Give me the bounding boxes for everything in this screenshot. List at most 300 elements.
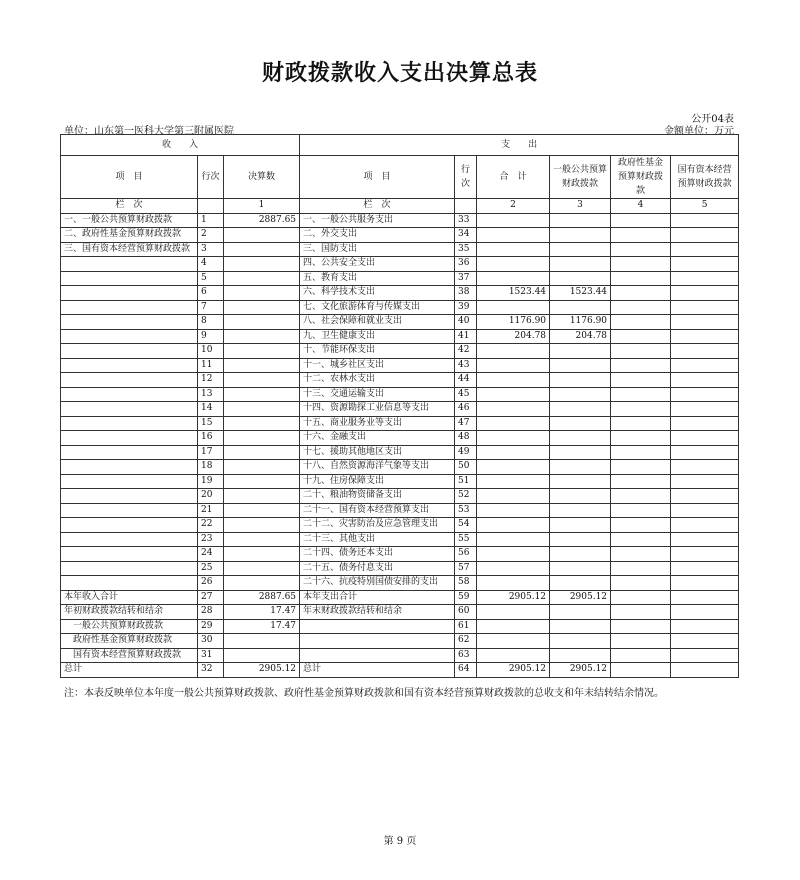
state-capital-amount <box>671 663 739 678</box>
income-amount <box>224 358 300 373</box>
gov-fund-amount <box>611 634 671 649</box>
income-amount <box>224 286 300 301</box>
income-amount <box>224 387 300 402</box>
gov-fund-amount <box>611 257 671 272</box>
col-index-4: 4 <box>611 199 671 214</box>
income-item <box>61 532 198 547</box>
total-amount <box>477 576 550 591</box>
expense-item <box>300 648 455 663</box>
general-budget-amount <box>550 358 611 373</box>
gov-fund-amount <box>611 242 671 257</box>
expense-line: 62 <box>455 634 477 649</box>
income-line: 32 <box>198 663 224 678</box>
income-line: 8 <box>198 315 224 330</box>
general-budget-amount <box>550 532 611 547</box>
state-capital-header: 国有资本经营预算财政拨款 <box>671 156 739 199</box>
income-amount <box>224 242 300 257</box>
expense-line: 56 <box>455 547 477 562</box>
expense-item: 三、国防支出 <box>300 242 455 257</box>
gov-fund-amount <box>611 344 671 359</box>
table-row <box>61 518 739 533</box>
income-col-label: 栏 次 <box>61 199 198 214</box>
income-line: 29 <box>198 619 224 634</box>
table-row <box>61 489 739 504</box>
state-capital-amount <box>671 431 739 446</box>
income-item <box>61 358 198 373</box>
income-item: 国有资本经营预算财政拨款 <box>61 648 198 663</box>
income-line: 31 <box>198 648 224 663</box>
expense-item: 二十六、抗疫特别国债安排的支出 <box>300 576 455 591</box>
state-capital-amount <box>671 300 739 315</box>
gov-fund-amount <box>611 387 671 402</box>
income-item: 三、国有资本经营预算财政拨款 <box>61 242 198 257</box>
general-budget-amount <box>550 213 611 228</box>
income-item <box>61 576 198 591</box>
income-amount <box>224 431 300 446</box>
table-row <box>61 503 739 518</box>
income-item-header: 项 目 <box>61 156 198 199</box>
column-index-row <box>61 199 739 214</box>
total-amount <box>477 648 550 663</box>
expense-line: 44 <box>455 373 477 388</box>
income-item <box>61 344 198 359</box>
general-budget-amount <box>550 576 611 591</box>
income-line: 18 <box>198 460 224 475</box>
general-budget-amount <box>550 489 611 504</box>
total-amount: 204.78 <box>477 329 550 344</box>
total-amount <box>477 228 550 243</box>
income-line: 17 <box>198 445 224 460</box>
gov-fund-amount <box>611 663 671 678</box>
gov-fund-amount <box>611 619 671 634</box>
expense-item: 总计 <box>300 663 455 678</box>
expense-item: 二、外交支出 <box>300 228 455 243</box>
income-item: 本年收入合计 <box>61 590 198 605</box>
general-budget-amount <box>550 445 611 460</box>
gov-fund-amount <box>611 431 671 446</box>
income-line: 9 <box>198 329 224 344</box>
expense-line-index <box>455 199 477 214</box>
gov-fund-amount <box>611 373 671 388</box>
income-amount <box>224 547 300 562</box>
state-capital-amount <box>671 242 739 257</box>
income-item <box>61 445 198 460</box>
gov-fund-amount <box>611 445 671 460</box>
general-budget-amount <box>550 344 611 359</box>
income-amount <box>224 344 300 359</box>
final-amount-header: 决算数 <box>224 156 300 199</box>
table-row <box>61 286 739 301</box>
total-amount <box>477 242 550 257</box>
state-capital-amount <box>671 344 739 359</box>
table-row <box>61 648 739 663</box>
expense-item: 十八、自然资源海洋气象等支出 <box>300 460 455 475</box>
gov-fund-amount <box>611 576 671 591</box>
state-capital-amount <box>671 358 739 373</box>
gov-fund-amount <box>611 300 671 315</box>
expense-item <box>300 619 455 634</box>
total-amount <box>477 445 550 460</box>
gov-fund-amount <box>611 518 671 533</box>
income-line: 21 <box>198 503 224 518</box>
general-budget-amount <box>550 228 611 243</box>
total-amount <box>477 489 550 504</box>
table-row <box>61 590 739 605</box>
income-item <box>61 547 198 562</box>
state-capital-amount <box>671 402 739 417</box>
expense-line: 42 <box>455 344 477 359</box>
table-row <box>61 213 739 228</box>
gov-fund-amount <box>611 503 671 518</box>
general-budget-amount <box>550 387 611 402</box>
income-item: 一般公共预算财政拨款 <box>61 619 198 634</box>
income-line: 27 <box>198 590 224 605</box>
table-row <box>61 663 739 678</box>
income-item <box>61 387 198 402</box>
income-line: 23 <box>198 532 224 547</box>
income-amount <box>224 648 300 663</box>
income-item <box>61 489 198 504</box>
total-amount <box>477 561 550 576</box>
table-row <box>61 271 739 286</box>
table-row <box>61 605 739 620</box>
income-amount <box>224 271 300 286</box>
total-amount <box>477 257 550 272</box>
state-capital-amount <box>671 532 739 547</box>
income-item: 总计 <box>61 663 198 678</box>
income-amount: 2887.65 <box>224 213 300 228</box>
gov-fund-amount <box>611 213 671 228</box>
general-budget-amount <box>550 431 611 446</box>
income-item <box>61 518 198 533</box>
table-row <box>61 387 739 402</box>
table-row <box>61 416 739 431</box>
expense-line: 63 <box>455 648 477 663</box>
budget-table <box>60 134 739 678</box>
total-amount <box>477 358 550 373</box>
total-amount: 2905.12 <box>477 663 550 678</box>
income-line: 6 <box>198 286 224 301</box>
expense-line: 39 <box>455 300 477 315</box>
total-amount: 1176.90 <box>477 315 550 330</box>
general-budget-amount <box>550 242 611 257</box>
gov-fund-amount <box>611 460 671 475</box>
expense-item: 二十二、灾害防治及应急管理支出 <box>300 518 455 533</box>
expense-item: 十七、援助其他地区支出 <box>300 445 455 460</box>
total-amount <box>477 518 550 533</box>
income-amount <box>224 460 300 475</box>
table-row <box>61 576 739 591</box>
general-budget-amount: 1523.44 <box>550 286 611 301</box>
income-line-index <box>198 199 224 214</box>
state-capital-amount <box>671 489 739 504</box>
expense-line: 48 <box>455 431 477 446</box>
total-amount: 2905.12 <box>477 590 550 605</box>
income-item: 二、政府性基金预算财政拨款 <box>61 228 198 243</box>
table-row <box>61 561 739 576</box>
expense-line: 50 <box>455 460 477 475</box>
col-index-5: 5 <box>671 199 739 214</box>
state-capital-amount <box>671 416 739 431</box>
expense-item: 七、文化旅游体育与传媒支出 <box>300 300 455 315</box>
income-line: 30 <box>198 634 224 649</box>
state-capital-amount <box>671 445 739 460</box>
expense-line: 46 <box>455 402 477 417</box>
expense-line: 51 <box>455 474 477 489</box>
expense-line: 57 <box>455 561 477 576</box>
form-code: 公开04表 <box>691 114 734 125</box>
expense-item: 十一、城乡社区支出 <box>300 358 455 373</box>
general-budget-amount <box>550 561 611 576</box>
gov-fund-amount <box>611 315 671 330</box>
total-amount <box>477 532 550 547</box>
income-item <box>61 503 198 518</box>
total-amount <box>477 213 550 228</box>
general-budget-amount <box>550 503 611 518</box>
table-row <box>61 532 739 547</box>
income-amount <box>224 532 300 547</box>
total-amount <box>477 503 550 518</box>
total-amount <box>477 402 550 417</box>
income-amount <box>224 402 300 417</box>
expense-line: 34 <box>455 228 477 243</box>
general-budget-amount <box>550 474 611 489</box>
expense-line: 55 <box>455 532 477 547</box>
general-budget-amount <box>550 300 611 315</box>
total-amount <box>477 619 550 634</box>
expense-item <box>300 634 455 649</box>
general-budget-header: 一般公共预算财政拨款 <box>550 156 611 199</box>
total-amount <box>477 460 550 475</box>
income-item <box>61 431 198 446</box>
total-amount <box>477 605 550 620</box>
income-item <box>61 315 198 330</box>
table-row <box>61 242 739 257</box>
income-item: 政府性基金预算财政拨款 <box>61 634 198 649</box>
general-budget-amount: 1176.90 <box>550 315 611 330</box>
table-row <box>61 619 739 634</box>
total-amount <box>477 344 550 359</box>
income-line-header: 行次 <box>198 156 224 199</box>
gov-fund-amount <box>611 271 671 286</box>
state-capital-amount <box>671 547 739 562</box>
expense-line: 59 <box>455 590 477 605</box>
income-line: 25 <box>198 561 224 576</box>
table-note: 注：本表反映单位本年度一般公共预算财政拨款、政府性基金预算财政拨款和国有资本经营预算财政拨款的总收支和年末结转结余情况。 <box>64 688 664 699</box>
expense-item: 年末财政拨款结转和结余 <box>300 605 455 620</box>
expense-header: 支 出 <box>300 135 739 156</box>
expense-item: 二十三、其他支出 <box>300 532 455 547</box>
income-amount <box>224 228 300 243</box>
table-row <box>61 634 739 649</box>
total-amount <box>477 547 550 562</box>
general-budget-amount <box>550 402 611 417</box>
page-number: 第 9 页 <box>383 836 417 847</box>
expense-item: 六、科学技术支出 <box>300 286 455 301</box>
state-capital-amount <box>671 329 739 344</box>
state-capital-amount <box>671 503 739 518</box>
income-line: 15 <box>198 416 224 431</box>
income-amount <box>224 489 300 504</box>
page-title: 财政拨款收入支出决算总表 <box>261 60 538 86</box>
total-amount <box>477 373 550 388</box>
expense-line: 36 <box>455 257 477 272</box>
state-capital-amount <box>671 228 739 243</box>
gov-fund-amount <box>611 489 671 504</box>
expense-line: 38 <box>455 286 477 301</box>
gov-fund-amount <box>611 286 671 301</box>
general-budget-amount <box>550 271 611 286</box>
expense-line: 35 <box>455 242 477 257</box>
income-item <box>61 271 198 286</box>
income-amount: 17.47 <box>224 619 300 634</box>
general-budget-amount: 2905.12 <box>550 590 611 605</box>
income-line: 4 <box>198 257 224 272</box>
income-item <box>61 561 198 576</box>
header-row-2 <box>61 156 739 199</box>
expense-line: 45 <box>455 387 477 402</box>
gov-fund-amount <box>611 561 671 576</box>
table-row <box>61 228 739 243</box>
income-line: 20 <box>198 489 224 504</box>
general-budget-amount <box>550 257 611 272</box>
gov-fund-amount <box>611 402 671 417</box>
expense-item: 九、卫生健康支出 <box>300 329 455 344</box>
total-amount <box>477 271 550 286</box>
general-budget-amount <box>550 648 611 663</box>
general-budget-amount <box>550 634 611 649</box>
general-budget-amount <box>550 460 611 475</box>
income-amount: 2887.65 <box>224 590 300 605</box>
state-capital-amount <box>671 257 739 272</box>
total-amount: 1523.44 <box>477 286 550 301</box>
income-amount <box>224 257 300 272</box>
gov-fund-amount <box>611 329 671 344</box>
expense-line: 33 <box>455 213 477 228</box>
income-amount <box>224 474 300 489</box>
gov-fund-amount <box>611 590 671 605</box>
table-row <box>61 329 739 344</box>
income-item <box>61 373 198 388</box>
income-line: 10 <box>198 344 224 359</box>
income-line: 11 <box>198 358 224 373</box>
expense-line: 49 <box>455 445 477 460</box>
expense-item: 四、公共安全支出 <box>300 257 455 272</box>
state-capital-amount <box>671 576 739 591</box>
income-item <box>61 460 198 475</box>
income-line: 16 <box>198 431 224 446</box>
income-amount <box>224 634 300 649</box>
col-index-2: 2 <box>477 199 550 214</box>
state-capital-amount <box>671 286 739 301</box>
income-amount <box>224 373 300 388</box>
general-budget-amount <box>550 373 611 388</box>
gov-fund-amount <box>611 648 671 663</box>
state-capital-amount <box>671 315 739 330</box>
expense-line: 40 <box>455 315 477 330</box>
table-row <box>61 358 739 373</box>
income-amount <box>224 576 300 591</box>
gov-fund-amount <box>611 416 671 431</box>
expense-line: 61 <box>455 619 477 634</box>
income-line: 1 <box>198 213 224 228</box>
table-row <box>61 373 739 388</box>
state-capital-amount <box>671 648 739 663</box>
state-capital-amount <box>671 474 739 489</box>
gov-fund-amount <box>611 228 671 243</box>
income-item <box>61 402 198 417</box>
expense-item-header: 项 目 <box>300 156 455 199</box>
income-item: 年初财政拨款结转和结余 <box>61 605 198 620</box>
income-item: 一、一般公共预算财政拨款 <box>61 213 198 228</box>
expense-item: 十三、交通运输支出 <box>300 387 455 402</box>
expense-item: 二十四、债务还本支出 <box>300 547 455 562</box>
table-row <box>61 460 739 475</box>
expense-line: 43 <box>455 358 477 373</box>
income-amount <box>224 518 300 533</box>
income-item <box>61 257 198 272</box>
state-capital-amount <box>671 373 739 388</box>
income-amount: 2905.12 <box>224 663 300 678</box>
expense-item: 十、节能环保支出 <box>300 344 455 359</box>
expense-line: 41 <box>455 329 477 344</box>
state-capital-amount <box>671 387 739 402</box>
table-row <box>61 300 739 315</box>
expense-line: 54 <box>455 518 477 533</box>
income-amount <box>224 416 300 431</box>
income-item <box>61 286 198 301</box>
income-line: 22 <box>198 518 224 533</box>
income-line: 24 <box>198 547 224 562</box>
table-row <box>61 547 739 562</box>
income-amount <box>224 300 300 315</box>
general-budget-amount <box>550 547 611 562</box>
total-amount <box>477 387 550 402</box>
money-unit: 金额单位：万元 <box>664 126 734 137</box>
income-line: 19 <box>198 474 224 489</box>
income-line: 13 <box>198 387 224 402</box>
income-header: 收 入 <box>61 135 300 156</box>
general-budget-amount <box>550 416 611 431</box>
gov-fund-amount <box>611 532 671 547</box>
income-amount <box>224 445 300 460</box>
income-amount <box>224 329 300 344</box>
state-capital-amount <box>671 460 739 475</box>
income-line: 26 <box>198 576 224 591</box>
income-line: 2 <box>198 228 224 243</box>
general-budget-amount <box>550 605 611 620</box>
expense-line: 52 <box>455 489 477 504</box>
income-line: 14 <box>198 402 224 417</box>
total-header: 合 计 <box>477 156 550 199</box>
income-line: 28 <box>198 605 224 620</box>
col-index-3: 3 <box>550 199 611 214</box>
state-capital-amount <box>671 561 739 576</box>
general-budget-amount <box>550 518 611 533</box>
expense-item: 十二、农林水支出 <box>300 373 455 388</box>
expense-item: 五、教育支出 <box>300 271 455 286</box>
state-capital-amount <box>671 271 739 286</box>
expense-item: 二十一、国有资本经营预算支出 <box>300 503 455 518</box>
table-row <box>61 402 739 417</box>
expense-col-label: 栏 次 <box>300 199 455 214</box>
expense-line: 64 <box>455 663 477 678</box>
expense-item: 一、一般公共服务支出 <box>300 213 455 228</box>
header-row-1 <box>61 135 739 156</box>
income-amount <box>224 503 300 518</box>
expense-item: 十五、商业服务业等支出 <box>300 416 455 431</box>
state-capital-amount <box>671 590 739 605</box>
